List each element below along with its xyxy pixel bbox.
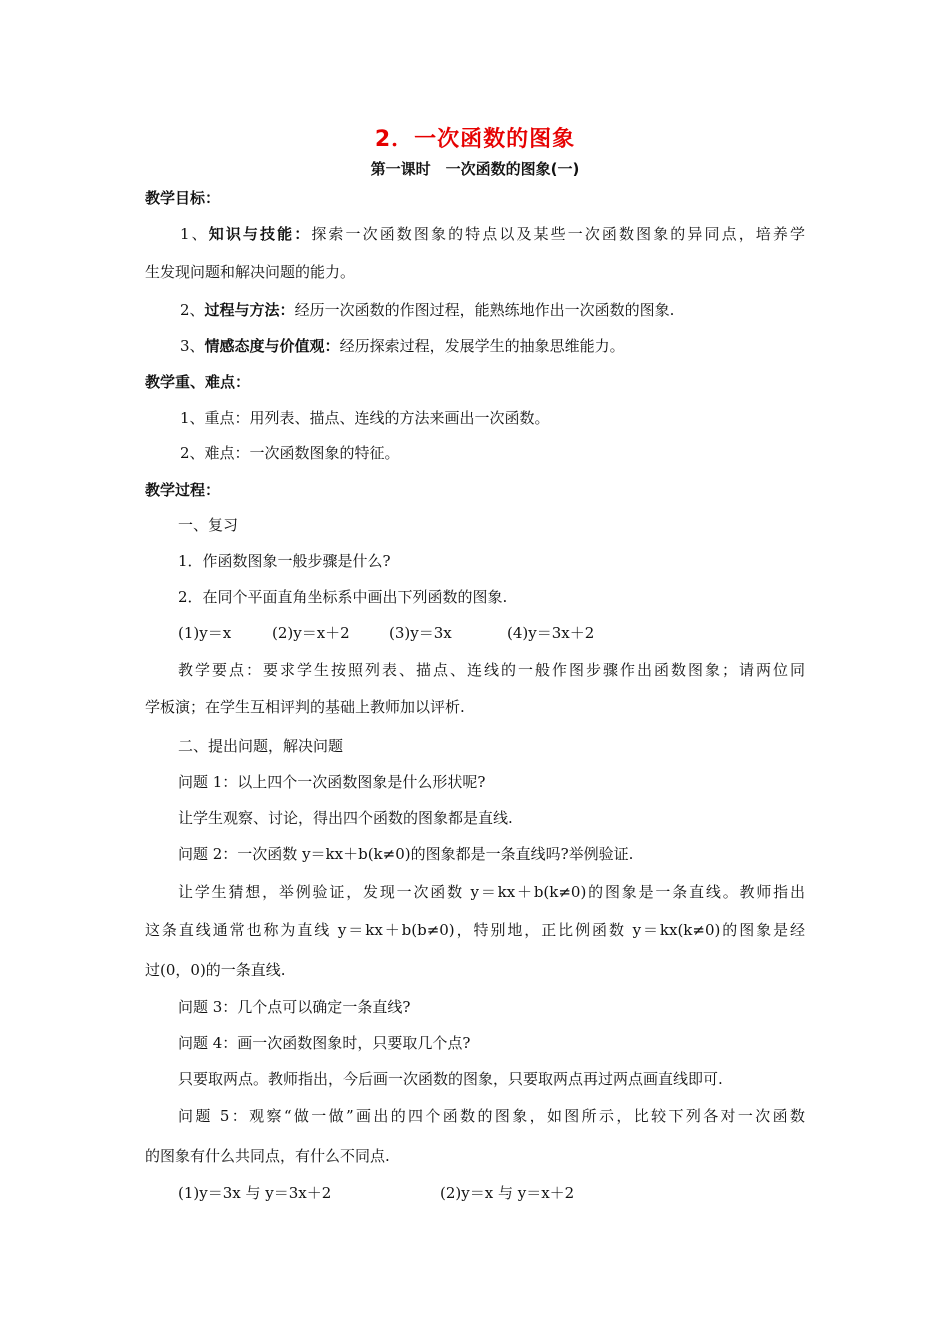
goal-item-3-text: 经历探索过程，发展学生的抽象思维能力。 bbox=[339, 337, 625, 355]
compare-pair-2: (2)y＝x 与 y＝x＋2 bbox=[440, 1184, 575, 1202]
goal-item-3-label: 情感态度与价值观： bbox=[204, 337, 340, 355]
section-review: 一、复习 bbox=[178, 516, 239, 534]
question-5-line-1: 问题 5：观察“做一做”画出的四个函数的图象，如图所示，比较下列各对一次函数 bbox=[178, 1107, 805, 1125]
question-1-answer: 让学生观察、讨论，得出四个函数的图象都是直线. bbox=[178, 809, 513, 827]
function-2: (2)y＝x＋2 bbox=[272, 624, 350, 642]
goal-item-1-text: 探索一次函数图象的特点以及某些一次函数图象的异同点，培养学 bbox=[311, 225, 805, 243]
section-questions: 二、提出问题，解决问题 bbox=[178, 737, 344, 755]
question-1: 问题 1：以上四个一次函数图象是什么形状呢? bbox=[178, 773, 486, 791]
goal-item-2-num: 2、 bbox=[180, 301, 205, 319]
key-point-1: 1、重点：用列表、描点、连线的方法来画出一次函数。 bbox=[180, 409, 550, 427]
question-4-answer: 只要取两点。教师指出，今后画一次函数的图象，只要取两点再过两点画直线即可. bbox=[178, 1070, 723, 1088]
function-4: (4)y＝3x＋2 bbox=[507, 624, 595, 642]
goal-item-1-num: 1、 bbox=[180, 225, 209, 243]
teaching-tip-line-1: 教学要点：要求学生按照列表、描点、连线的一般作图步骤作出函数图象；请两位同 bbox=[178, 661, 805, 679]
question-2: 问题 2：一次函数 y＝kx＋b(k≠0)的图象都是一条直线吗?举例验证. bbox=[178, 845, 634, 863]
process-heading: 教学过程： bbox=[145, 481, 221, 499]
goal-item-1-label: 知识与技能： bbox=[208, 225, 312, 243]
function-1: (1)y＝x bbox=[178, 624, 232, 642]
question-2-answer-line-1: 让学生猜想，举例验证，发现一次函数 y＝kx＋b(k≠0)的图象是一条直线。教师指出 bbox=[178, 883, 805, 901]
question-4: 问题 4：画一次函数图象时，只要取几个点? bbox=[178, 1034, 471, 1052]
teaching-tip-line-2: 学板演；在学生互相评判的基础上教师加以评析. bbox=[145, 698, 465, 716]
review-question-2: 2．在同个平面直角坐标系中画出下列函数的图象. bbox=[178, 588, 508, 606]
key-point-2: 2、难点：一次函数图象的特征。 bbox=[180, 444, 400, 462]
goal-item-2 bbox=[180, 300, 674, 320]
goal-item-2-label: 过程与方法： bbox=[204, 301, 295, 319]
document-title: 2．一次函数的图象 bbox=[374, 127, 576, 152]
goal-item-3 bbox=[180, 336, 625, 356]
key-points-heading: 教学重、难点： bbox=[145, 373, 251, 391]
goal-item-1 bbox=[180, 224, 805, 244]
goals-heading: 教学目标： bbox=[145, 189, 221, 207]
function-3: (3)y＝3x bbox=[389, 624, 452, 642]
goal-item-2-text: 经历一次函数的作图过程，能熟练地作出一次函数的图象. bbox=[294, 301, 675, 319]
question-5-line-2: 的图象有什么共同点，有什么不同点. bbox=[145, 1147, 390, 1165]
question-2-answer-line-3: 过(0，0)的一条直线. bbox=[145, 961, 286, 979]
goal-item-3-num: 3、 bbox=[180, 337, 205, 355]
goal-item-1-cont: 生发现问题和解决问题的能力。 bbox=[145, 263, 356, 281]
question-2-answer-line-2: 这条直线通常也称为直线 y＝kx＋b(b≠0)，特别地，正比例函数 y＝kx(k≠0)的图象是经 bbox=[145, 921, 805, 939]
question-3: 问题 3：几个点可以确定一条直线? bbox=[178, 998, 411, 1016]
compare-pair-1: (1)y＝3x 与 y＝3x＋2 bbox=[178, 1184, 332, 1202]
review-question-1: 1．作函数图象一般步骤是什么? bbox=[178, 552, 391, 570]
lesson-subtitle: 第一课时 一次函数的图象(一) bbox=[370, 160, 580, 178]
